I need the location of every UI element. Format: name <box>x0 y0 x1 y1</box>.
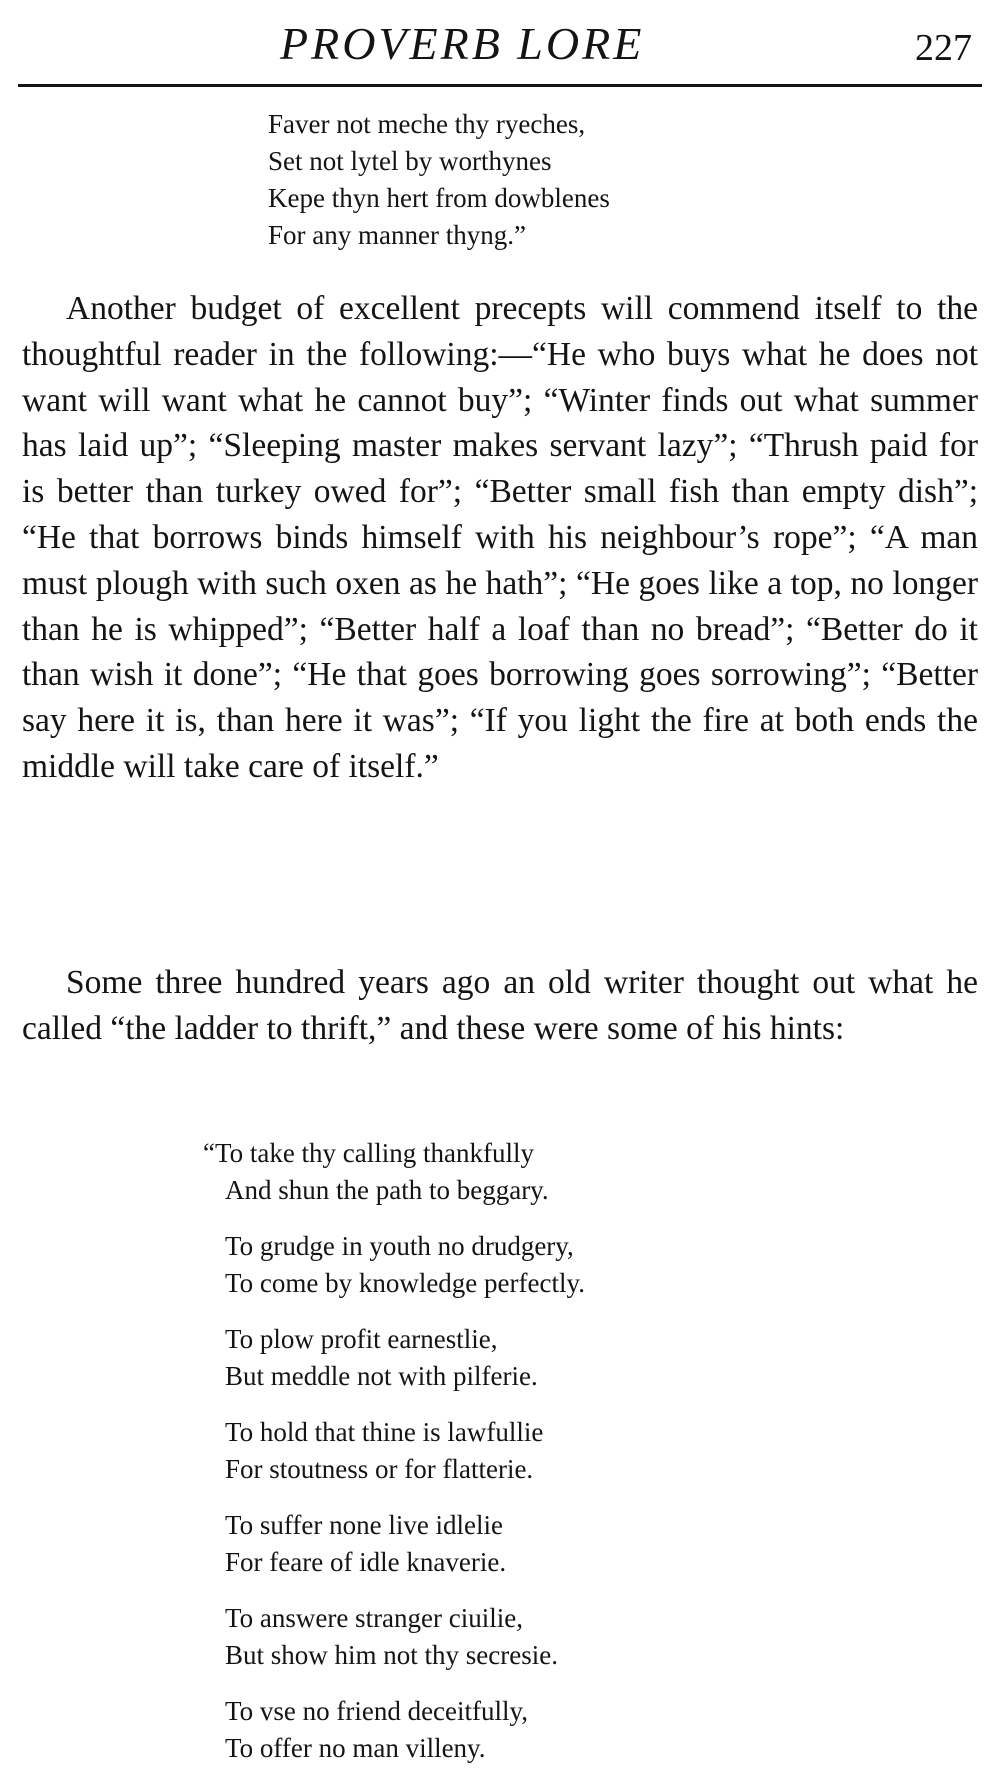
verse-quotation-ladder <box>203 1135 585 1786</box>
verse-line: But show him not thy secresie. <box>225 1640 558 1670</box>
verse-line: To vse no friend deceitfully, <box>225 1696 529 1726</box>
verse-line: Faver not meche thy ryeches, <box>268 109 586 139</box>
verse-stanza <box>225 1600 585 1674</box>
verse-line: To hold that thine is lawfullie <box>225 1417 544 1447</box>
verse-line: To suffer none live idlelie <box>225 1510 504 1540</box>
verse-line: But meddle not with pilferie. <box>225 1361 538 1391</box>
paragraph-ladder-to-thrift: Some three hundred years ago an old writer thought out what he called “the ladder to thrift,” and these were some of his hints: <box>22 964 978 1047</box>
verse-stanza <box>203 1135 585 1209</box>
verse-stanza <box>225 1507 585 1581</box>
verse-line: To grudge in youth no drudgery, <box>225 1231 574 1261</box>
verse-stanza <box>225 1693 585 1767</box>
verse-line: For stoutness or for flatterie. <box>225 1454 534 1484</box>
verse-line: To come by knowledge perfectly. <box>225 1268 585 1298</box>
running-title: PROVERB LORE <box>280 18 645 69</box>
verse-stanza <box>225 1228 585 1302</box>
verse-line: Kepe thyn hert from dowblenes <box>268 183 610 213</box>
verse-line: To offer no man villeny. <box>225 1733 486 1763</box>
paragraph-precepts: Another budget of excellent precepts will commend itself to the thoughtful reader in the following:—“He who buys what he does not want will want what he cannot buy”; “Winter finds out what summer has laid up”; “Sleeping master makes servant lazy”; “Thrush paid for is better than turkey owed for”; “Better small fish than empty dish”; “He that borrows binds himself with his neighbour’s rope”; “A man must plough with such oxen as he hath”; “He goes like a top, no longer than he is whipped”; “Better half a loaf than no bread”; “Better do it than wish it done”; “He that goes borrowing goes sorrowing”; “Better say here it is, than here it was”; “If you light the fire at both ends the middle will take care of itself.” <box>22 290 978 785</box>
verse-line: “To take thy calling thankfully <box>203 1138 535 1168</box>
verse-line: For any manner thyng.” <box>268 220 526 250</box>
verse-stanza <box>225 1321 585 1395</box>
verse-line: To answere stranger ciuilie, <box>225 1603 523 1633</box>
page-number: 227 <box>915 27 972 69</box>
verse-line: To plow profit earnestlie, <box>225 1324 498 1354</box>
verse-line: For feare of idle knaverie. <box>225 1547 507 1577</box>
verse-line: Set not lytel by worthynes <box>268 146 552 176</box>
verse-stanza <box>225 1414 585 1488</box>
verse-line: And shun the path to beggary. <box>225 1175 549 1205</box>
header-rule <box>18 84 982 87</box>
verse-quotation-top <box>268 106 610 254</box>
